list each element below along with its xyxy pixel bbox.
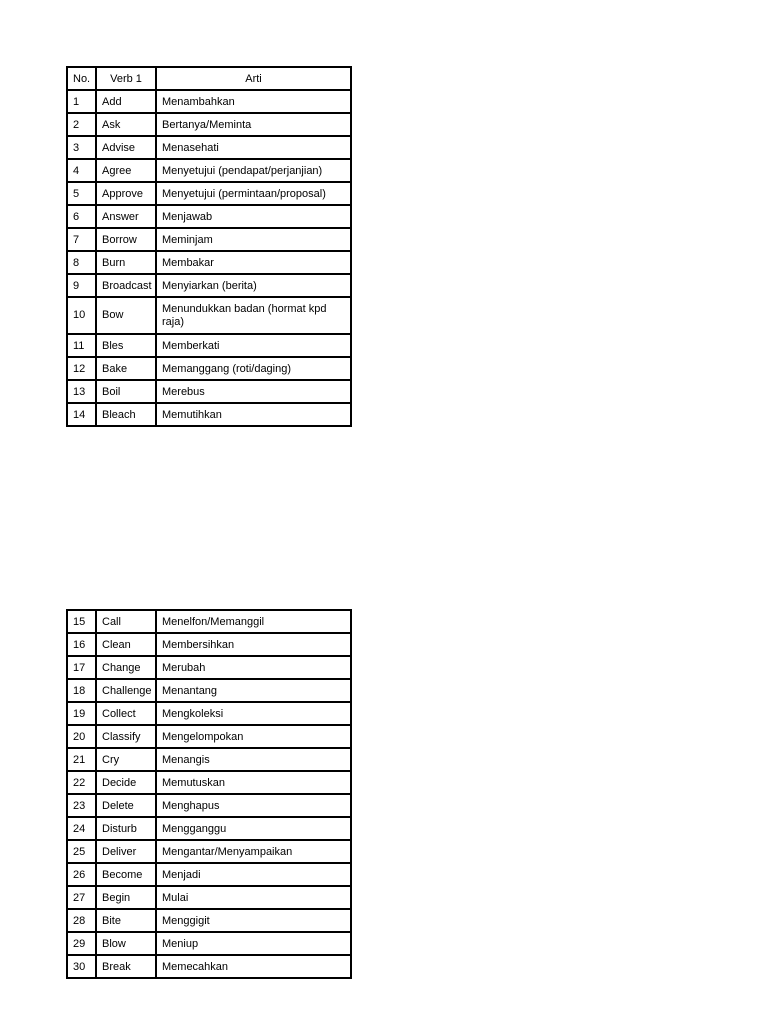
cell-arti: Menasehati [156,136,351,159]
table-row [67,886,351,909]
table-row [67,633,351,656]
table-row [67,794,351,817]
table-row [67,159,351,182]
cell-verb: Advise [96,136,156,159]
cell-no: 6 [67,205,96,228]
table-row [67,817,351,840]
cell-verb: Collect [96,702,156,725]
cell-verb: Challenge [96,679,156,702]
table-row [67,113,351,136]
table-row [67,90,351,113]
cell-arti: Menjadi [156,863,351,886]
cell-arti: Menangis [156,748,351,771]
cell-verb: Boil [96,380,156,403]
header-verb: Verb 1 [96,67,156,90]
cell-no: 25 [67,840,96,863]
cell-arti: Bertanya/Meminta [156,113,351,136]
cell-arti: Memutihkan [156,403,351,426]
cell-arti: Merebus [156,380,351,403]
table-row [67,840,351,863]
table-row [67,334,351,357]
header-no: No. [67,67,96,90]
cell-verb: Bite [96,909,156,932]
cell-verb: Borrow [96,228,156,251]
cell-verb: Call [96,610,156,633]
table-1-body [67,90,351,426]
header-arti: Arti [156,67,351,90]
table-row [67,228,351,251]
verb-table-1 [66,66,352,427]
cell-arti: Mengelompokan [156,725,351,748]
cell-verb: Bow [96,297,156,334]
cell-arti: Meniup [156,932,351,955]
cell-no: 27 [67,886,96,909]
cell-verb: Begin [96,886,156,909]
cell-arti: Menyetujui (permintaan/proposal) [156,182,351,205]
cell-no: 9 [67,274,96,297]
table-row [67,955,351,978]
cell-arti: Menambahkan [156,90,351,113]
verb-table-2 [66,609,352,979]
cell-no: 11 [67,334,96,357]
table-row [67,205,351,228]
table-row [67,182,351,205]
cell-arti: Menyiarkan (berita) [156,274,351,297]
cell-verb: Blow [96,932,156,955]
cell-arti: Menelfon/Memanggil [156,610,351,633]
cell-no: 24 [67,817,96,840]
table-row [67,251,351,274]
table-row [67,909,351,932]
cell-arti: Menyetujui (pendapat/perjanjian) [156,159,351,182]
cell-no: 18 [67,679,96,702]
cell-no: 7 [67,228,96,251]
cell-verb: Burn [96,251,156,274]
cell-arti: Meminjam [156,228,351,251]
cell-no: 21 [67,748,96,771]
cell-no: 30 [67,955,96,978]
table-row [67,297,351,334]
cell-verb: Decide [96,771,156,794]
cell-no: 14 [67,403,96,426]
cell-arti: Memecahkan [156,955,351,978]
cell-no: 5 [67,182,96,205]
table-row [67,932,351,955]
cell-verb: Deliver [96,840,156,863]
table-row [67,702,351,725]
table-row [67,656,351,679]
cell-arti: Menantang [156,679,351,702]
cell-arti: Memutuskan [156,771,351,794]
cell-no: 16 [67,633,96,656]
cell-verb: Break [96,955,156,978]
cell-verb: Clean [96,633,156,656]
cell-arti: Membersihkan [156,633,351,656]
cell-verb: Ask [96,113,156,136]
cell-arti: Membakar [156,251,351,274]
cell-arti: Menghapus [156,794,351,817]
table-row [67,748,351,771]
cell-arti: Menjawab [156,205,351,228]
cell-arti: Menggigit [156,909,351,932]
cell-no: 1 [67,90,96,113]
table-header-row [67,67,351,90]
cell-no: 23 [67,794,96,817]
cell-no: 19 [67,702,96,725]
table-row [67,725,351,748]
table-2-body [67,610,351,978]
table-row [67,403,351,426]
cell-arti: Mengkoleksi [156,702,351,725]
cell-no: 17 [67,656,96,679]
table-row [67,610,351,633]
cell-verb: Delete [96,794,156,817]
cell-no: 20 [67,725,96,748]
cell-verb: Agree [96,159,156,182]
cell-arti: Memberkati [156,334,351,357]
cell-no: 8 [67,251,96,274]
cell-verb: Add [96,90,156,113]
cell-no: 3 [67,136,96,159]
cell-arti: Merubah [156,656,351,679]
table-row [67,357,351,380]
cell-no: 13 [67,380,96,403]
cell-no: 2 [67,113,96,136]
cell-arti: Menundukkan badan (hormat kpd raja) [156,297,351,334]
cell-no: 12 [67,357,96,380]
table-row [67,380,351,403]
cell-verb: Answer [96,205,156,228]
cell-arti: Mengganggu [156,817,351,840]
cell-no: 4 [67,159,96,182]
cell-verb: Cry [96,748,156,771]
cell-verb: Broadcast [96,274,156,297]
cell-verb: Change [96,656,156,679]
table-row [67,771,351,794]
cell-verb: Bles [96,334,156,357]
cell-arti: Mulai [156,886,351,909]
cell-verb: Bleach [96,403,156,426]
table-row [67,274,351,297]
cell-no: 15 [67,610,96,633]
table-row [67,679,351,702]
cell-verb: Disturb [96,817,156,840]
cell-no: 22 [67,771,96,794]
cell-no: 26 [67,863,96,886]
cell-arti: Mengantar/Menyampaikan [156,840,351,863]
table-row [67,863,351,886]
cell-arti: Memanggang (roti/daging) [156,357,351,380]
cell-verb: Become [96,863,156,886]
cell-verb: Classify [96,725,156,748]
cell-no: 29 [67,932,96,955]
cell-no: 10 [67,297,96,334]
cell-verb: Bake [96,357,156,380]
cell-no: 28 [67,909,96,932]
cell-verb: Approve [96,182,156,205]
table-row [67,136,351,159]
